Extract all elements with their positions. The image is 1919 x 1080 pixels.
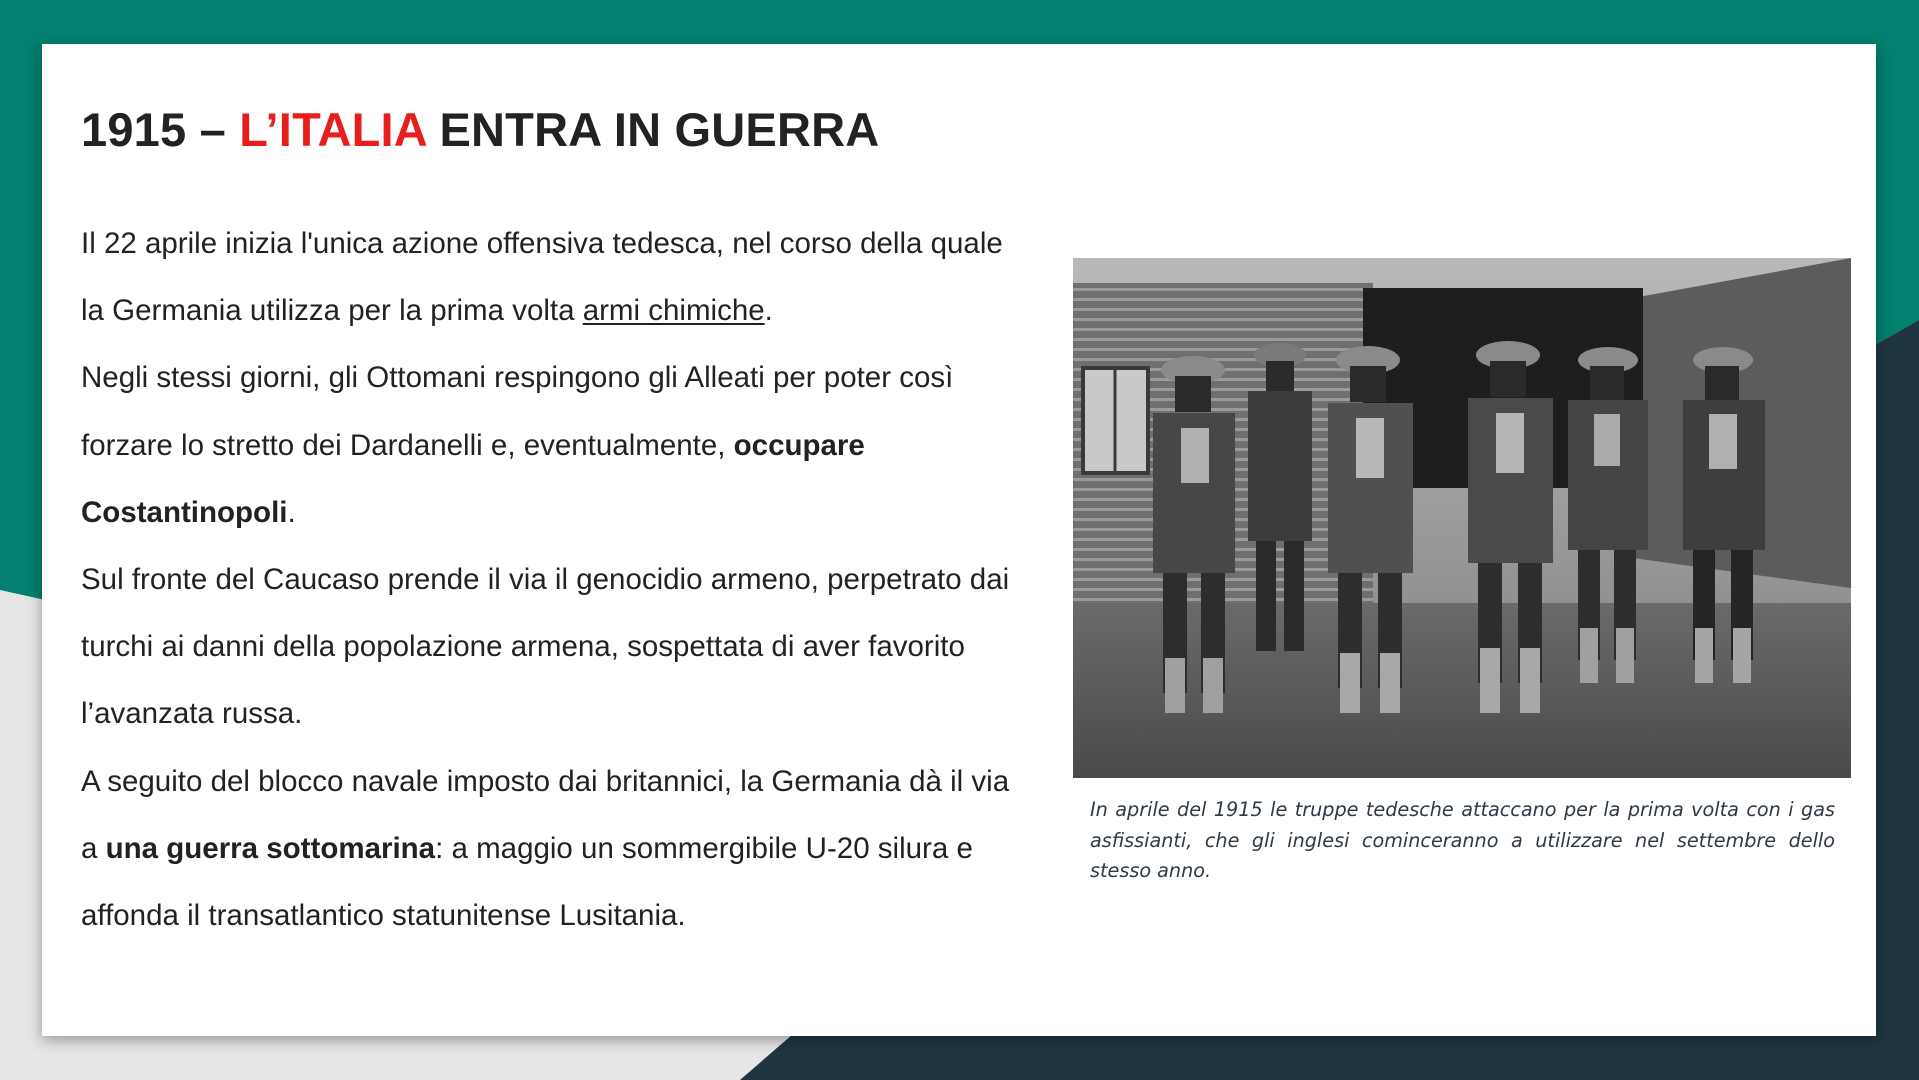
slide-card [42,44,1876,1036]
title-year: 1915 – [81,103,226,156]
paragraph-chemical-weapons: Il 22 aprile inizia l'unica azione offensiva tedesca, nel corso della quale la Germania utilizza per la prima volta armi chimiche. [81,227,1003,328]
image-caption: In aprile del 1915 le truppe tedesche attaccano per la prima volta con i gas asfissianti, che gli inglesi cominceranno a utilizzare nel settembre dello stesso anno. [1090,798,1835,882]
slide-title [81,102,879,157]
paragraph-submarine-war: A seguito del blocco navale imposto dai britannici, la Germania dà il via a una guerra sottomarina: a maggio un sommergibile U-20 silura e affonda il transatlantico statunitense Lusitania. [81,764,1010,933]
link-armi-chimiche[interactable]: armi chimiche [582,294,765,328]
historical-photo-gas-masks [1073,258,1851,778]
paragraph-armenian-genocide: Sul fronte del Caucaso prende il via il genocidio armeno, perpetrato dai turchi ai danni della popolazione armena, sospettata di aver favorito l’avanzata russa. [81,563,1010,731]
paragraph-dardanelli: Negli stessi giorni, gli Ottomani respingono gli Alleati per poter così forzare lo stretto dei Dardanelli e, eventualmente, occupare Costantinopoli. [81,361,954,529]
title-highlight: L’ITALIA [239,103,427,156]
title-rest: ENTRA IN GUERRA [439,103,880,156]
body-text [81,210,1021,949]
